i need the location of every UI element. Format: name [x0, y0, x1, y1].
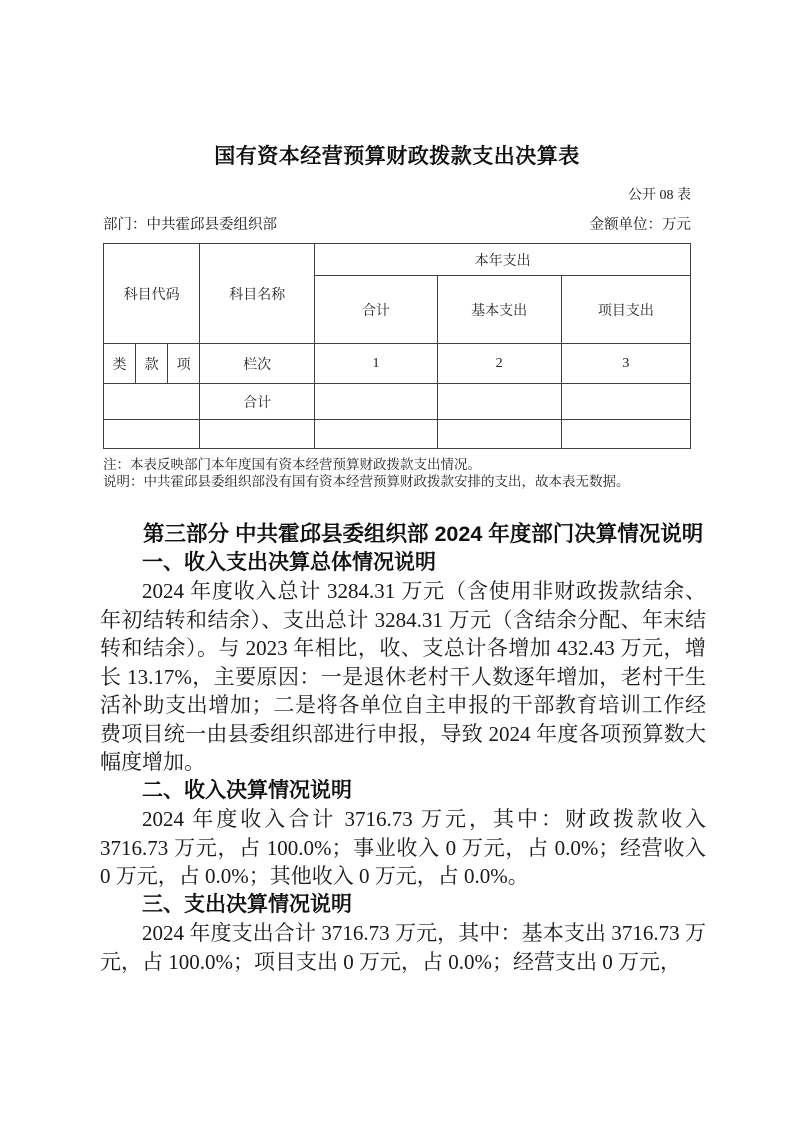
column-number-3: 3 — [561, 344, 690, 384]
public-table-number: 公开 08 表 — [628, 188, 691, 203]
label-category: 类 — [104, 344, 136, 384]
column-number-1: 1 — [315, 344, 437, 384]
table-note: 注：本表反映部门本年度国有资本经营预算财政拨款支出情况。 — [103, 457, 481, 472]
cell-name-total: 合计 — [200, 384, 315, 420]
expenditure-table — [103, 243, 691, 449]
cell-basic-value — [437, 384, 561, 420]
label-item: 项 — [168, 344, 200, 384]
header-basic-expenditure: 基本支出 — [437, 276, 561, 344]
label-column-no: 栏次 — [200, 344, 315, 384]
cell-project-empty — [561, 420, 690, 449]
cell-total-empty — [315, 420, 437, 449]
subsection-two-paragraph: 2024 年度收入合计 3716.73 万元，其中：财政拨款收入 3716.73 万元，占 100.0%；事业收入 0 万元，占 0.0%；经营收入 0 万元，占 0.0%；其他收入 0 万元，占 0.0%。 — [100, 807, 706, 888]
section-three-heading: 第三部分 中共霍邱县委组织部 2024 年度部门决算情况说明 — [143, 522, 704, 546]
header-project-expenditure: 项目支出 — [561, 276, 690, 344]
header-subject-code: 科目代码 — [104, 244, 200, 344]
header-current-year-expenditure: 本年支出 — [315, 244, 691, 276]
cell-basic-empty — [437, 420, 561, 449]
subsection-one-title: 一、收入支出决算总体情况说明 — [142, 550, 436, 574]
amount-unit-label: 金额单位：万元 — [589, 217, 691, 233]
cell-project-value — [561, 384, 690, 420]
header-total: 合计 — [315, 276, 437, 344]
table-header-row-1 — [104, 244, 691, 276]
subsection-three-title: 三、支出决算情况说明 — [142, 892, 352, 916]
table-title: 国有资本经营预算财政拨款支出决算表 — [214, 145, 580, 168]
column-number-2: 2 — [437, 344, 561, 384]
subsection-one-paragraph: 2024 年度收入总计 3284.31 万元（含使用非财政拨款结余、年初结转和结余）、支出总计 3284.31 万元（含结余分配、年末结转和结余）。与 2023 年相比，收、支总计各增加 432.43 万元，增长 13.17%，主要原因：一是退休老村干人数逐年增加，老村干生活补助支出增加；二是将各单位自主申报的干部教育培训工作经费项目统一由县委组织部进行申报，导致 2024 年度各项预算数大幅度增加。 — [100, 579, 706, 774]
cell-code-empty — [104, 420, 200, 449]
column-index-row — [104, 344, 691, 384]
table-row-empty — [104, 420, 691, 449]
table-row-total — [104, 384, 691, 420]
cell-code-total — [104, 384, 200, 420]
subsection-two-title: 二、收入决算情况说明 — [142, 778, 352, 802]
table-remark: 说明：中共霍邱县委组织部没有国有资本经营预算财政拨款安排的支出，故本表无数据。 — [103, 474, 630, 489]
section-three — [100, 520, 706, 976]
label-section: 款 — [136, 344, 168, 384]
subsection-three-paragraph: 2024 年度支出合计 3716.73 万元，其中：基本支出 3716.73 万元，占 100.0%；项目支出 0 万元，占 0.0%；经营支出 0 万元， — [100, 921, 706, 974]
cell-total-value — [315, 384, 437, 420]
department-label: 部门：中共霍邱县委组织部 — [103, 217, 277, 233]
table-notes — [103, 456, 703, 490]
header-subject-name: 科目名称 — [200, 244, 315, 344]
page-content — [100, 0, 708, 976]
cell-name-empty — [200, 420, 315, 449]
table-meta-row — [103, 213, 691, 234]
